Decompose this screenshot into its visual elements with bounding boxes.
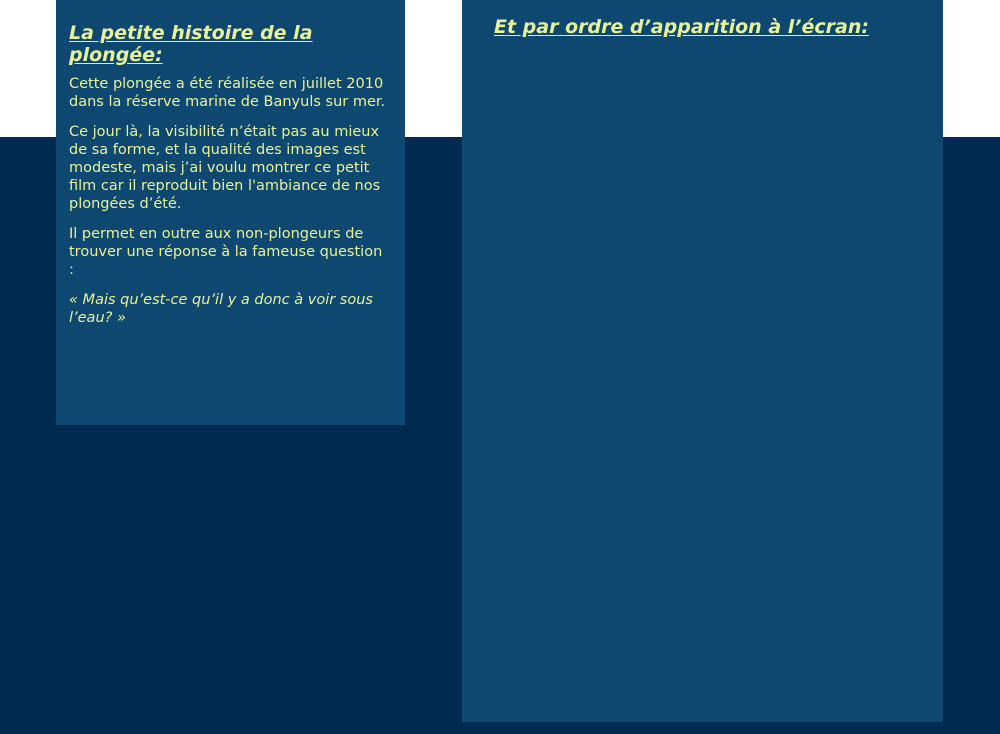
story-paragraph-purpose: Il permet en outre aux non-plongeurs de trouver une réponse à la fameuse question :: [69, 226, 383, 278]
story-heading: La petite histoire de la plongée:: [69, 22, 313, 66]
appearance-heading: Et par ordre d’apparition à l’écran:: [494, 16, 869, 38]
story-quote: « Mais qu’est-ce qu’il y a donc à voir sous l’eau? »: [69, 292, 373, 326]
story-paragraph-date-location: Cette plongée a été réalisée en juillet 2010 dans la réserve marine de Banyuls sur mer.: [69, 76, 386, 110]
appearance-panel: [462, 0, 943, 722]
story-panel: [56, 0, 405, 425]
story-paragraph-visibility: Ce jour là, la visibilité n’était pas au mieux de sa forme, et la qualité des images est modeste, mais j’ai voulu montrer ce petit film car il reproduit bien l'ambiance de nos plongées d’été.: [69, 124, 381, 212]
